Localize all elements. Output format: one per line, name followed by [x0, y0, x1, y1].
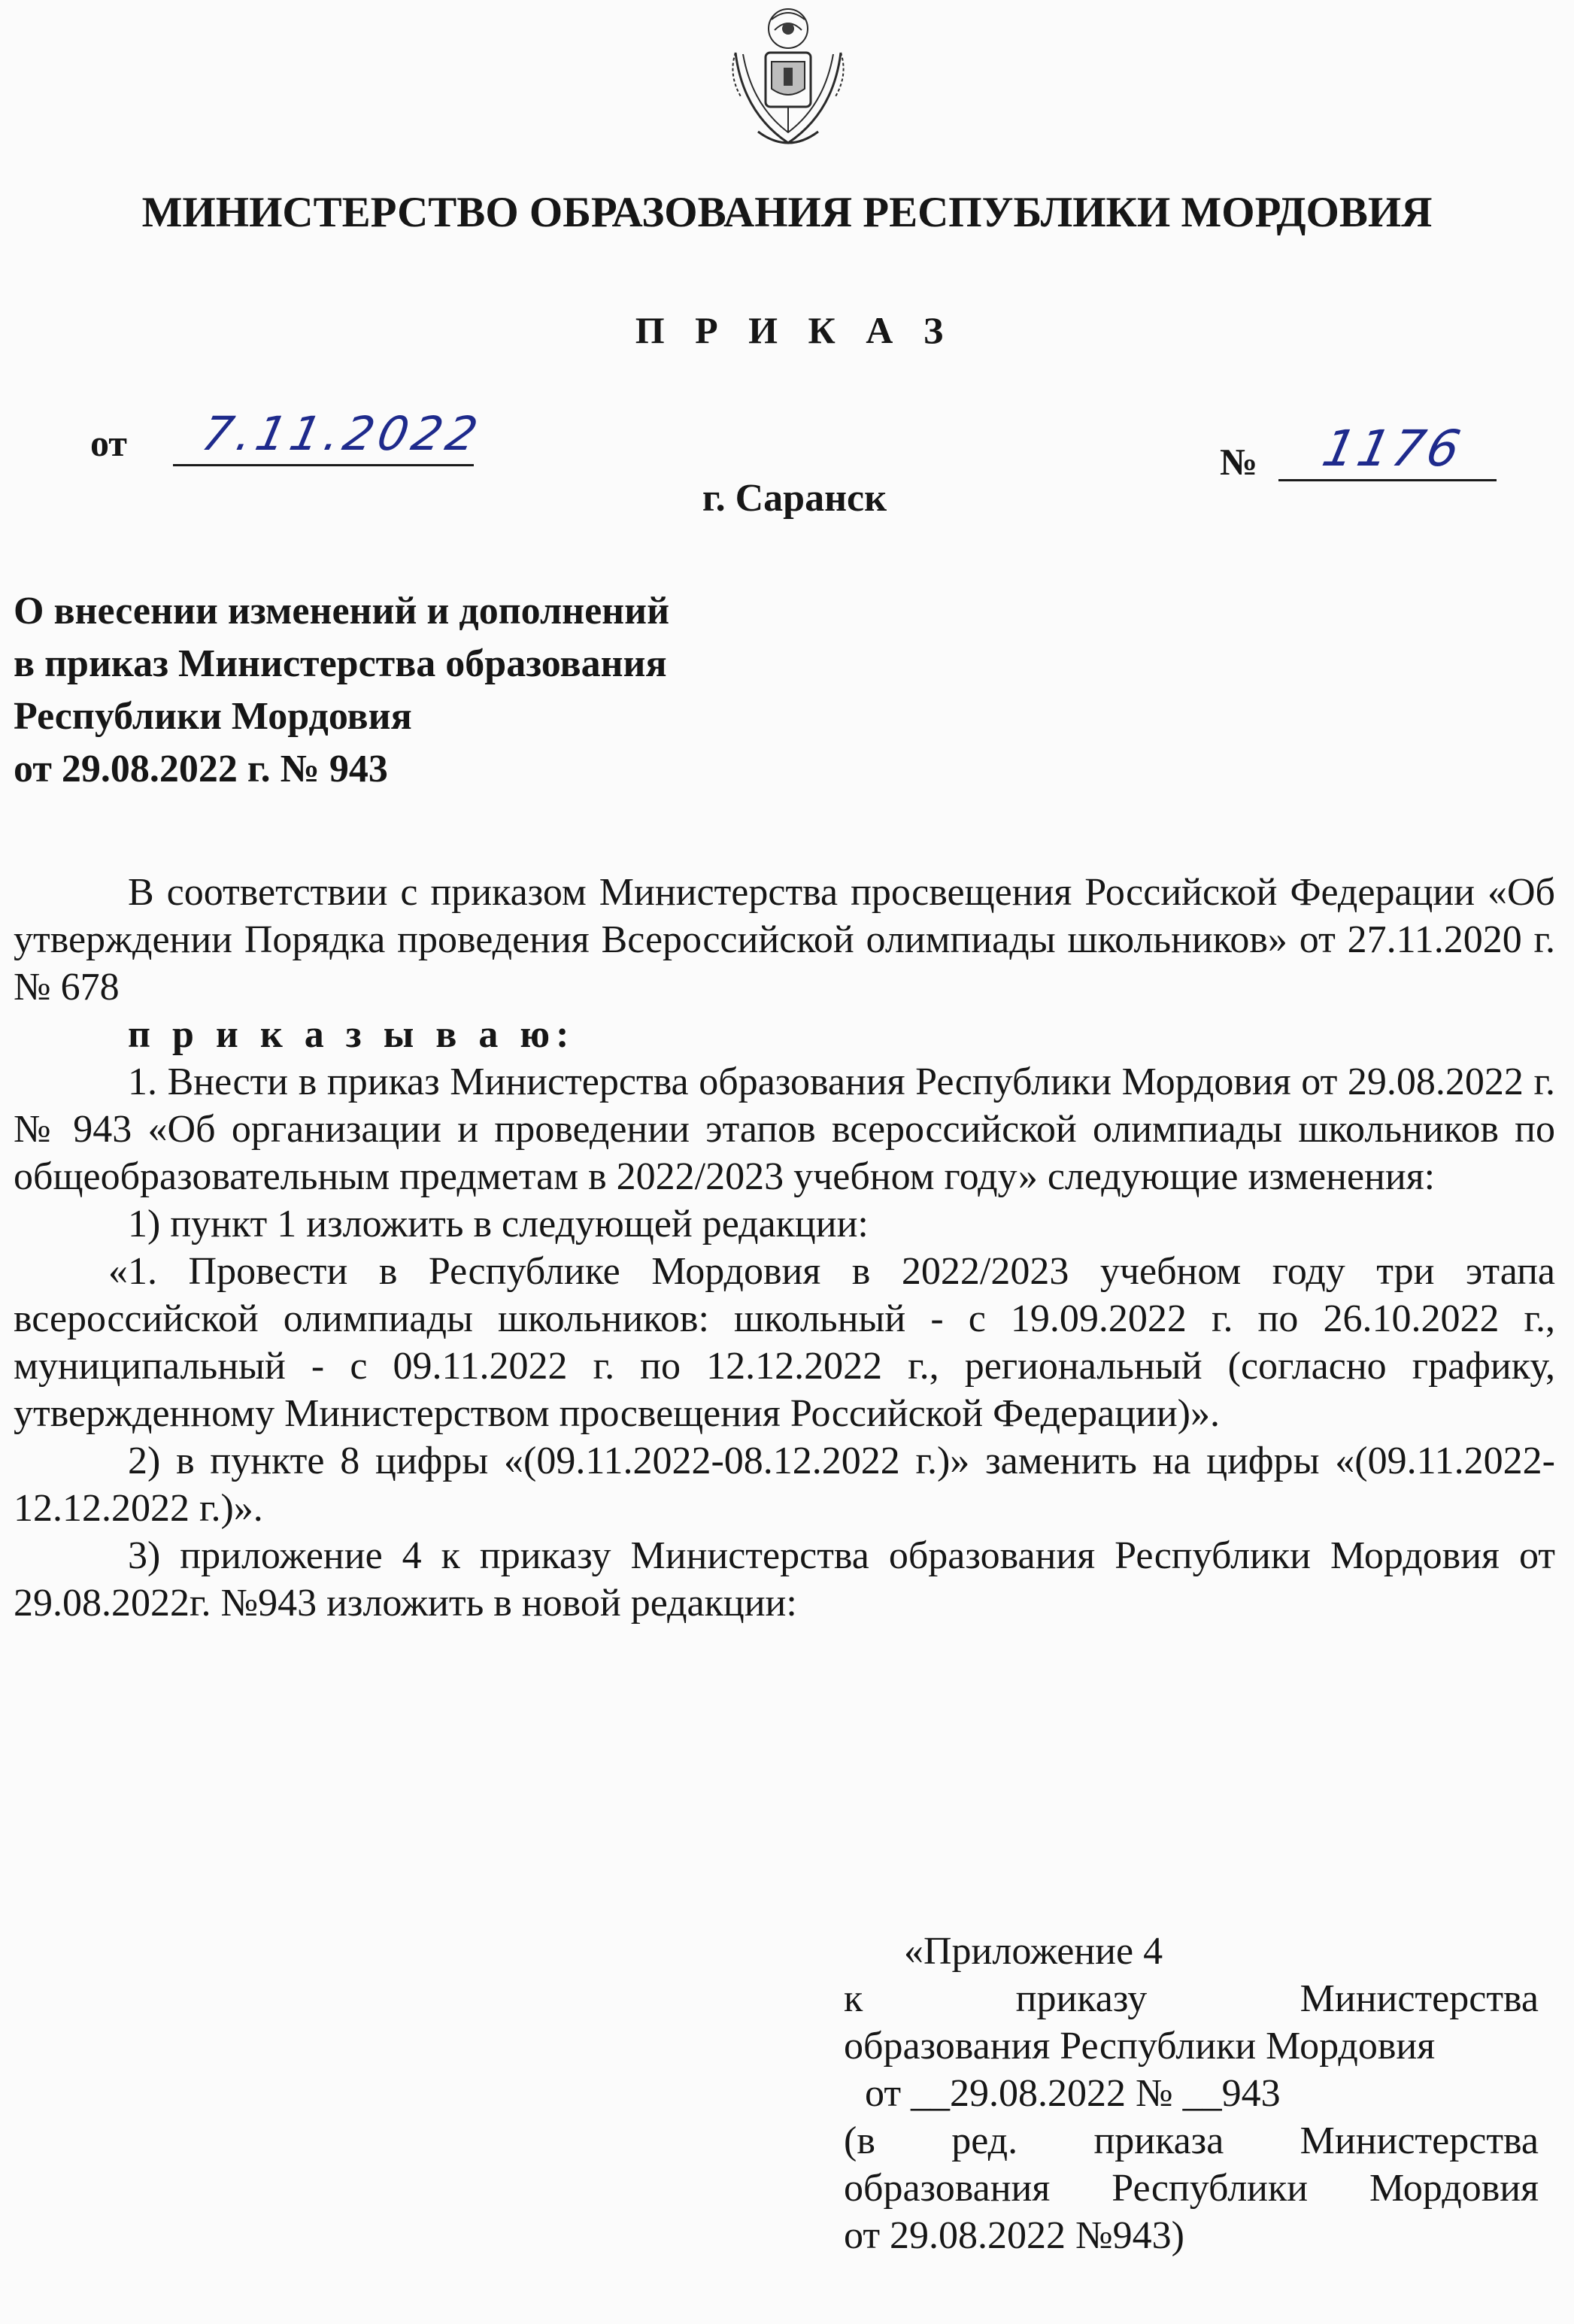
- handwritten-number: 1176: [1317, 420, 1469, 478]
- ordering-phrase: п р и к а з ы в а ю:: [128, 1013, 575, 1056]
- date-underline: [173, 464, 474, 466]
- document-subject: [14, 585, 841, 796]
- handwritten-date: 7.11.2022: [197, 406, 487, 461]
- item-1-paragraph: 1. Внести в приказ Министерства образования Республики Мордовия от 29.08.2022 г. № 943 «Об организации и проведении этапов всероссийской олимпиады школьников по общеобразовательным предметам в 2022/2023 учебном году» следующие изменения:: [14, 1060, 1555, 1198]
- city: г. Саранск: [702, 477, 887, 520]
- date-label: от: [90, 422, 127, 464]
- coat-of-arms-emblem: [713, 0, 863, 154]
- item-1-1-text-paragraph: «1. Провести в Республике Мордовия в 2022/2023 учебном году три этапа всероссийской олимпиады школьников: школьный - с 19.09.2022 г. по 26.10.2022 г., муниципальный - с 09.11.2022 г. по 12.12.2022 г., региональный (согласно графику, утвержденному Министерством просвещения Российской Федерации)».: [14, 1250, 1555, 1435]
- item-1-3-paragraph: 3) приложение 4 к приказу Министерства образования Республики Мордовия от 29.08.2022г. №943 изложить в новой редакции:: [14, 1534, 1555, 1625]
- number-label: №: [1220, 441, 1258, 483]
- item-1-1-paragraph: 1) пункт 1 изложить в следующей редакции:: [128, 1203, 869, 1245]
- document-type: П Р И К А З: [635, 309, 954, 351]
- appendix-line: от 29.08.2022 №943): [844, 2214, 1184, 2257]
- subject-line: Республики Мордовия: [14, 695, 412, 738]
- appendix-line: к приказу Министерства: [844, 1977, 1539, 2020]
- document-body: [14, 869, 1555, 1627]
- subject-line: в приказ Министерства образования: [14, 642, 667, 685]
- appendix-title: «Приложение 4: [904, 1930, 1163, 1973]
- appendix-line: (в ред. приказа Министерства: [844, 2119, 1539, 2162]
- ministry-title: МИНИСТЕРСТВО ОБРАЗОВАНИЯ РЕСПУБЛИКИ МОРДОВИЯ: [141, 189, 1433, 236]
- appendix-line: образования Республики Мордовия: [844, 2167, 1539, 2210]
- appendix-line: образования Республики Мордовия: [844, 2025, 1436, 2068]
- item-1-2-paragraph: 2) в пункте 8 цифры «(09.11.2022-08.12.2022 г.)» заменить на цифры «(09.11.2022-12.12.2022 г.)».: [14, 1440, 1555, 1530]
- subject-line: О внесении изменений и дополнений: [14, 590, 670, 633]
- subject-line: от 29.08.2022 г. № 943: [14, 748, 388, 790]
- preamble-paragraph: В соответствии с приказом Министерства просвещения Российской Федерации «Об утверждении Порядка проведения Всероссийской олимпиады школьников» от 27.11.2020 г. № 678: [14, 871, 1555, 1009]
- appendix-line: от __29.08.2022 № __943: [865, 2072, 1281, 2115]
- appendix-header: [844, 1928, 1539, 2259]
